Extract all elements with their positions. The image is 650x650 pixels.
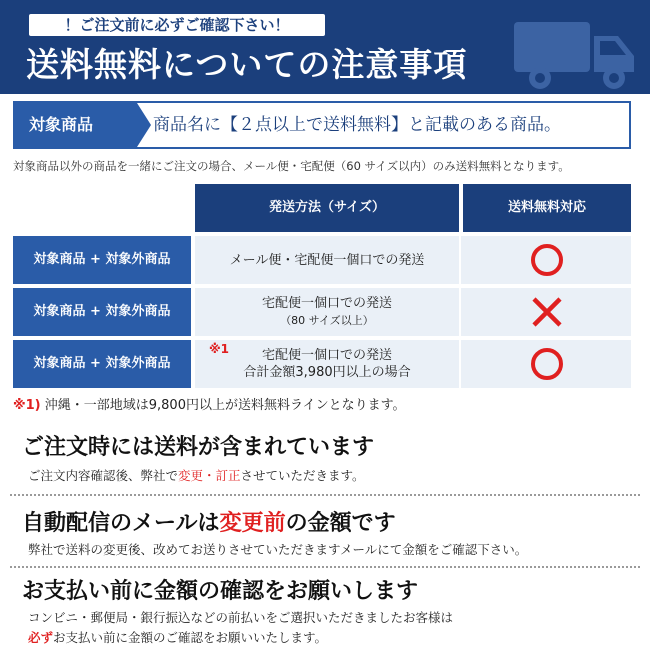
row-method	[195, 288, 459, 336]
footnote-mark: ※1	[209, 342, 230, 356]
circle-icon	[530, 243, 564, 277]
dotted-divider	[10, 494, 640, 496]
title-text: の金額です	[285, 511, 396, 536]
section-body-auto-email: 弊社で送料の変更後、改めてお送りさせていただきますメールにて金額をご確認下さい。	[28, 542, 528, 557]
method-text: 宅配便一個口での発送	[261, 348, 392, 363]
divider	[459, 236, 461, 284]
row-method	[195, 236, 459, 284]
target-description: 商品名に【２点以上で送料無料】と記載のある商品。	[153, 115, 561, 135]
cross-icon	[530, 295, 564, 329]
result-cell	[463, 340, 631, 388]
footnote-mark-label: ※1)	[13, 398, 41, 413]
result-cell	[463, 236, 631, 284]
shipping-table	[13, 184, 631, 390]
row-label: 対象商品 + 対象外商品	[13, 236, 191, 284]
body-highlight: 変更・訂正	[178, 468, 241, 483]
section-title-payment-check: お支払い前に金額の確認をお願いします	[22, 579, 419, 604]
header-method: 発送方法（サイズ）	[195, 184, 459, 232]
body-text: お支払い前に金額のご確認をお願いいたします。	[53, 630, 328, 645]
page-title: 送料無料についての注意事項	[26, 45, 468, 84]
method-text: メール便・宅配便一個口での発送	[229, 252, 425, 268]
result-cell	[463, 288, 631, 336]
footnote	[13, 394, 406, 413]
section-body-payment-line1: コンビニ・郵便局・銀行振込などの前払いをご選択いただきましたお客様は	[28, 610, 454, 625]
section-body-payment-line2	[28, 628, 327, 646]
dotted-divider	[10, 566, 640, 568]
footnote-text: 沖縄・一部地域は9,800円以上が送料無料ラインとなります。	[40, 398, 406, 413]
body-text: ご注文内容確認後、弊社で	[28, 468, 179, 483]
body-highlight: 必ず	[28, 630, 54, 645]
title-highlight: 変更前	[219, 511, 286, 536]
title-text: 自動配信のメールは	[22, 511, 220, 536]
row-label: 対象商品 + 対象外商品	[13, 288, 191, 336]
header-banner	[0, 0, 650, 94]
header-notice: ！ご注文前に必ずご確認下さい！	[29, 14, 325, 36]
target-product-row	[13, 101, 631, 149]
target-tag: 対象商品	[15, 103, 137, 147]
method-text: 宅配便一個口での発送	[261, 296, 392, 311]
header-free-shipping: 送料無料対応	[463, 184, 631, 232]
section-title-auto-email	[22, 506, 396, 537]
method-subtext: 合計金額3,980円以上の場合	[243, 365, 411, 380]
row-method	[195, 340, 459, 388]
section-body-shipping-included	[28, 466, 365, 484]
method-subtext: （80 サイズ以上）	[280, 314, 374, 327]
section-title-shipping-included: ご注文時には送料が含まれています	[22, 435, 375, 460]
body-text: させていただきます。	[240, 468, 365, 483]
mixed-order-note: 対象商品以外の商品を一緒にご注文の場合、メール便・宅配便（60 サイズ以内）のみ送料無料となります。	[13, 159, 570, 173]
row-label: 対象商品 + 対象外商品	[13, 340, 191, 388]
truck-icon	[510, 8, 638, 92]
divider	[459, 340, 461, 388]
divider	[459, 288, 461, 336]
circle-icon	[530, 347, 564, 381]
